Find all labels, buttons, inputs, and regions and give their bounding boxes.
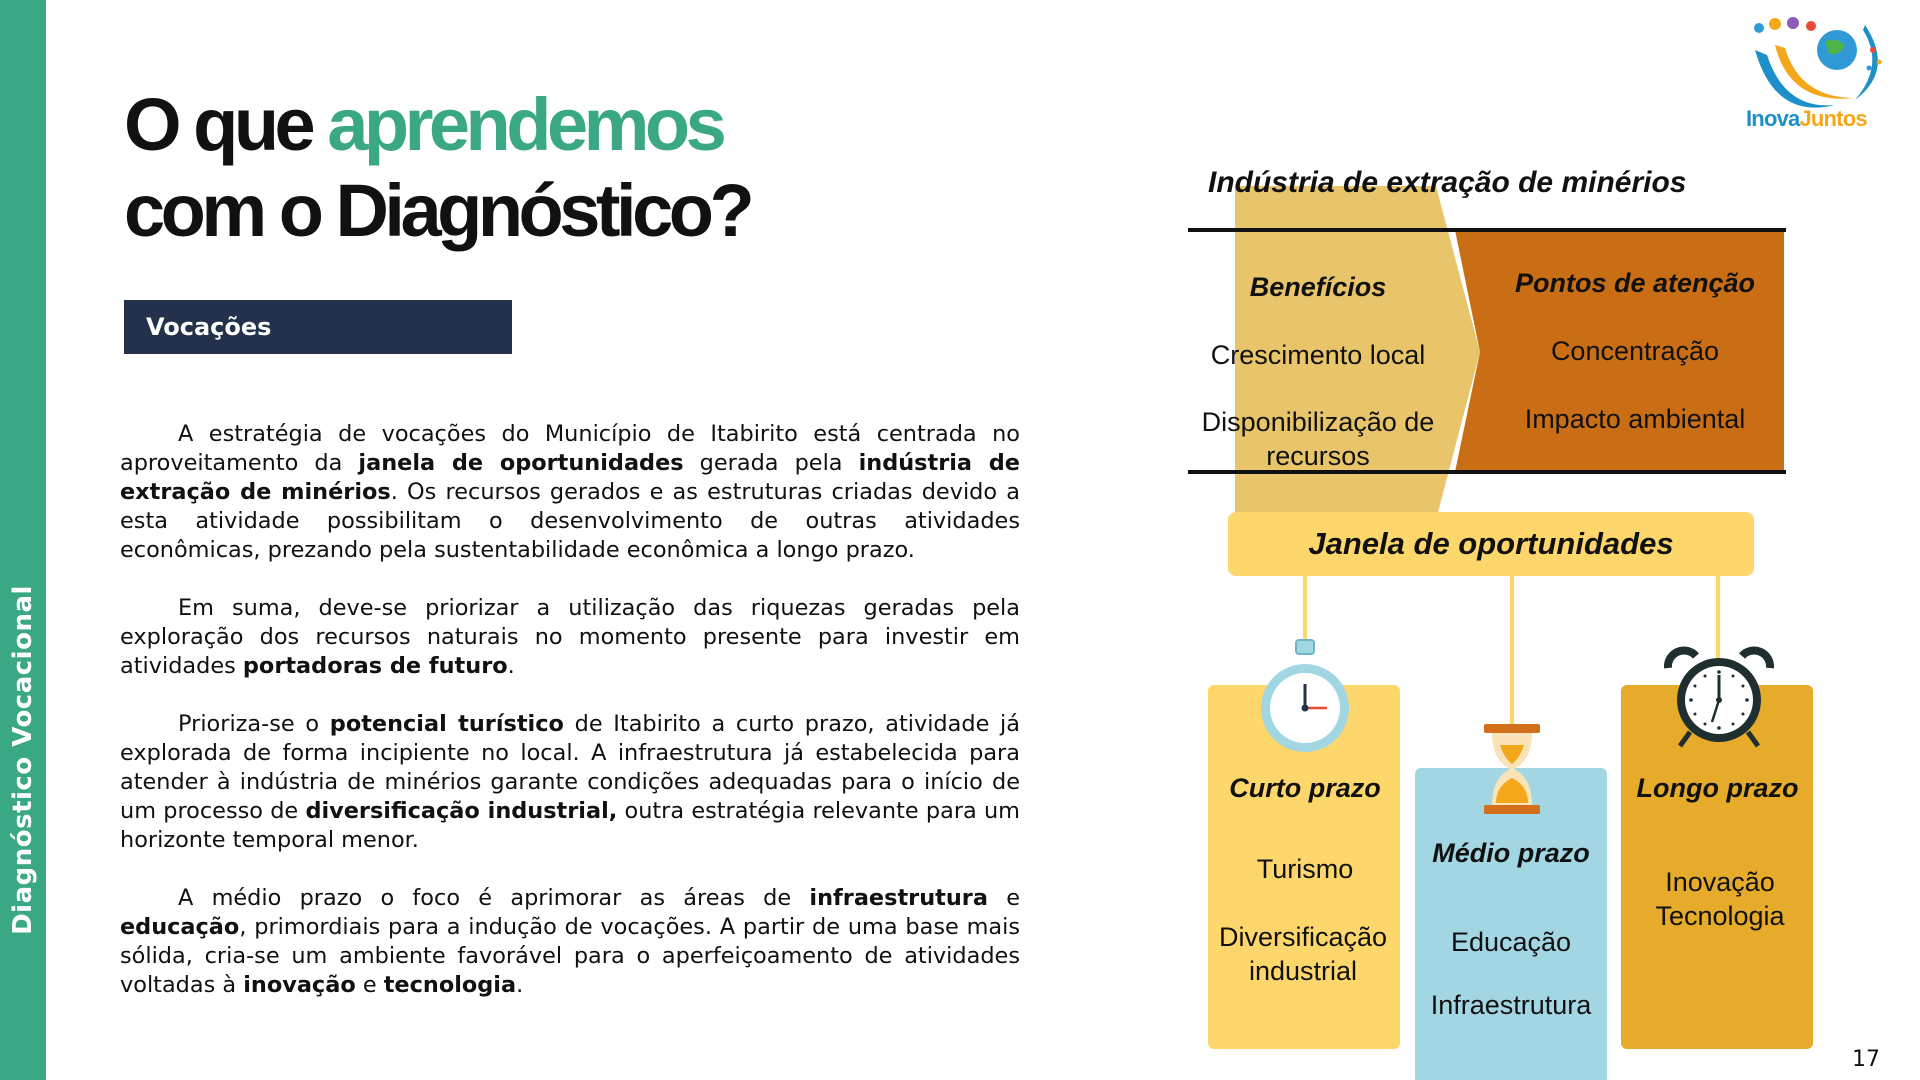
janela-oportunidades-box: Janela de oportunidades [1228,512,1754,576]
title-line2: com o Diagnóstico? [124,169,751,252]
bold-run: educação [120,914,240,940]
text-run: outra estratégia relevante para um horizonte temporal menor. [120,798,1020,853]
medio-prazo-item: Educação [1450,927,1572,957]
title-plain: O que [124,83,328,166]
text-run: . [516,972,524,998]
bold-run: tecnologia [383,972,517,998]
bold-run: portadoras de futuro [242,653,508,679]
pontos-item: Concentração [1550,336,1720,366]
bold-run: indústria de extração de minérios [120,450,1020,505]
diagram-title: Indústria de extração de minérios [1208,166,1687,199]
bold-run: inovação [243,972,356,998]
text-run: A médio prazo o foco é aprimorar as áreas de [178,885,810,911]
medio-prazo-title: Médio prazo [1432,838,1590,868]
longo-prazo-item: Inovação [1665,867,1775,897]
pontos-title: Pontos de atenção [1514,268,1756,298]
text-run: A estratégia de vocações do Município de Itabirito está centrada no aproveitamento da [120,421,1020,476]
bold-run: infraestrutura [809,885,988,911]
medio-prazo-item: Infraestrutura [1430,990,1592,1020]
card-medio [1415,768,1607,1080]
curto-prazo-item: Diversificação industrial [1218,922,1388,986]
pontos-item: Impacto ambiental [1524,404,1746,434]
bold-run: diversificação industrial, [305,798,618,824]
text-run: gerada pela [683,450,859,476]
beneficios-item: Disponibilização de recursos [1201,407,1435,471]
sidebar-label: Diagnóstico Vocacional [8,585,38,935]
text-run: e [355,972,384,998]
bold-run: janela de oportunidades [358,450,684,476]
text-run: Prioriza-se o [178,711,330,737]
text-run: de Itabirito a curto prazo, atividade já explorada de forma incipiente no local. A infraestrutura já estabelecida para atender à indústria de minérios garante condições adequadas para o início de um processo de [120,711,1021,824]
curto-prazo-title: Curto prazo [1229,773,1381,803]
title-accent: aprendemos [327,83,723,166]
page-number: 17 [1852,1047,1880,1072]
logo-wordmark: InovaJuntos [1746,106,1867,131]
stopwatch-icon [1261,640,1349,752]
curto-prazo-item: Turismo [1256,854,1354,884]
longo-prazo-title: Longo prazo [1636,773,1799,803]
text-run: Em suma, deve-se priorizar a utilização das riquezas geradas pela exploração dos recursos naturais no momento presente para investir em atividades [120,595,1020,679]
text-run: , primordiais para a indução de vocações. A partir de uma base mais sólida, cria-se um ambiente favorável para o aperfeiçoamento de atividades voltadas à [120,914,1020,998]
text-run: . [507,653,515,679]
text-run: e [987,885,1020,911]
section-label: Vocações [124,300,512,354]
beneficios-title: Benefícios [1249,272,1387,302]
text-run: . Os recursos gerados e as estruturas criadas devido a esta atividade possibilitam o desenvolvimento de outras atividades econômicas, prezando pela sustentabilidade econômica a longo prazo. [120,479,1020,563]
bold-run: potencial turístico [329,711,564,737]
longo-prazo-item: Tecnologia [1655,901,1785,931]
beneficios-item: Crescimento local [1210,340,1426,370]
